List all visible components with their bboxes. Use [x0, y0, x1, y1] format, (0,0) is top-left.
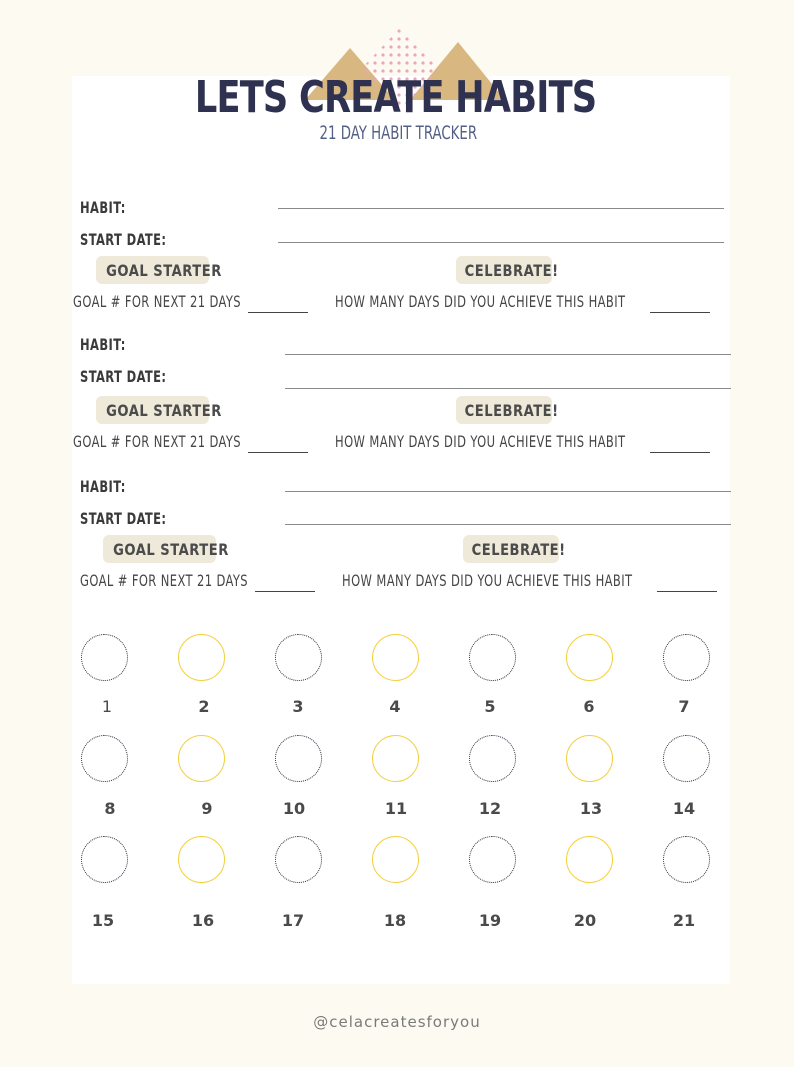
day-circle-14[interactable] — [663, 735, 710, 782]
page-subtitle: 21 DAY HABIT TRACKER — [319, 122, 478, 144]
day-number-15: 15 — [91, 911, 115, 930]
day-circle-6[interactable] — [566, 634, 613, 681]
goal-starter-label: GOAL STARTER — [106, 261, 222, 280]
achieve-blank[interactable] — [650, 312, 710, 313]
day-number-11: 11 — [384, 799, 408, 818]
start-date-label: START DATE: — [80, 230, 167, 249]
goal-text: GOAL # FOR NEXT 21 DAYS — [73, 432, 241, 451]
day-number-5: 5 — [484, 697, 496, 716]
day-number-8: 8 — [104, 799, 116, 818]
day-number-9: 9 — [201, 799, 213, 818]
day-circle-8[interactable] — [81, 735, 128, 782]
day-circle-20[interactable] — [566, 836, 613, 883]
day-number-10: 10 — [282, 799, 306, 818]
day-number-20: 20 — [573, 911, 597, 930]
habit-label: HABIT: — [80, 335, 126, 354]
day-circle-18[interactable] — [372, 836, 419, 883]
start-date-input-line[interactable] — [278, 242, 724, 243]
start-date-input-line[interactable] — [285, 524, 731, 525]
day-circle-15[interactable] — [81, 836, 128, 883]
goal-blank[interactable] — [255, 591, 315, 592]
day-circle-3[interactable] — [275, 634, 322, 681]
goal-text: GOAL # FOR NEXT 21 DAYS — [73, 292, 241, 311]
day-number-7: 7 — [678, 697, 690, 716]
achieve-blank[interactable] — [650, 452, 710, 453]
day-number-12: 12 — [478, 799, 502, 818]
day-number-14: 14 — [672, 799, 696, 818]
goal-starter-badge — [96, 396, 222, 424]
day-circle-17[interactable] — [275, 836, 322, 883]
celebrate-label: CELEBRATE! — [464, 261, 559, 280]
page-title: LETS CREATE HABITS — [194, 72, 597, 123]
start-date-label: START DATE: — [80, 509, 167, 528]
day-number-3: 3 — [292, 697, 304, 716]
achieve-text: HOW MANY DAYS DID YOU ACHIEVE THIS HABIT — [335, 432, 626, 451]
day-number-17: 17 — [281, 911, 305, 930]
start-date-label: START DATE: — [80, 367, 167, 386]
day-circle-11[interactable] — [372, 735, 419, 782]
celebrate-label: CELEBRATE! — [464, 401, 559, 420]
goal-blank[interactable] — [248, 452, 308, 453]
goal-starter-badge — [96, 256, 222, 284]
day-circle-21[interactable] — [663, 836, 710, 883]
habit-label: HABIT: — [80, 477, 126, 496]
achieve-text: HOW MANY DAYS DID YOU ACHIEVE THIS HABIT — [335, 292, 626, 311]
day-circle-7[interactable] — [663, 634, 710, 681]
habit-input-line[interactable] — [278, 208, 724, 209]
day-circle-4[interactable] — [372, 634, 419, 681]
day-number-2: 2 — [198, 697, 210, 716]
goal-blank[interactable] — [248, 312, 308, 313]
goal-starter-label: GOAL STARTER — [113, 540, 229, 559]
day-number-6: 6 — [583, 697, 595, 716]
achieve-blank[interactable] — [657, 591, 717, 592]
day-circle-10[interactable] — [275, 735, 322, 782]
day-circle-2[interactable] — [178, 634, 225, 681]
day-number-4: 4 — [389, 697, 401, 716]
habit-input-line[interactable] — [285, 354, 731, 355]
day-number-13: 13 — [579, 799, 603, 818]
footer-handle: @celacreatesforyou — [313, 1013, 481, 1031]
day-circle-1[interactable] — [81, 634, 128, 681]
celebrate-badge — [463, 535, 566, 563]
start-date-input-line[interactable] — [285, 388, 731, 389]
day-circle-5[interactable] — [469, 634, 516, 681]
day-circle-19[interactable] — [469, 836, 516, 883]
goal-starter-badge — [103, 535, 229, 563]
day-number-16: 16 — [191, 911, 215, 930]
celebrate-badge — [456, 396, 559, 424]
day-number-21: 21 — [672, 911, 696, 930]
celebrate-label: CELEBRATE! — [471, 540, 566, 559]
habit-input-line[interactable] — [285, 491, 731, 492]
day-number-1: 1 — [101, 697, 113, 716]
celebrate-badge — [456, 256, 559, 284]
day-circle-16[interactable] — [178, 836, 225, 883]
day-circle-12[interactable] — [469, 735, 516, 782]
day-circle-13[interactable] — [566, 735, 613, 782]
day-circle-9[interactable] — [178, 735, 225, 782]
habit-label: HABIT: — [80, 198, 126, 217]
goal-text: GOAL # FOR NEXT 21 DAYS — [80, 571, 248, 590]
day-number-18: 18 — [383, 911, 407, 930]
goal-starter-label: GOAL STARTER — [106, 401, 222, 420]
achieve-text: HOW MANY DAYS DID YOU ACHIEVE THIS HABIT — [342, 571, 633, 590]
day-number-19: 19 — [478, 911, 502, 930]
